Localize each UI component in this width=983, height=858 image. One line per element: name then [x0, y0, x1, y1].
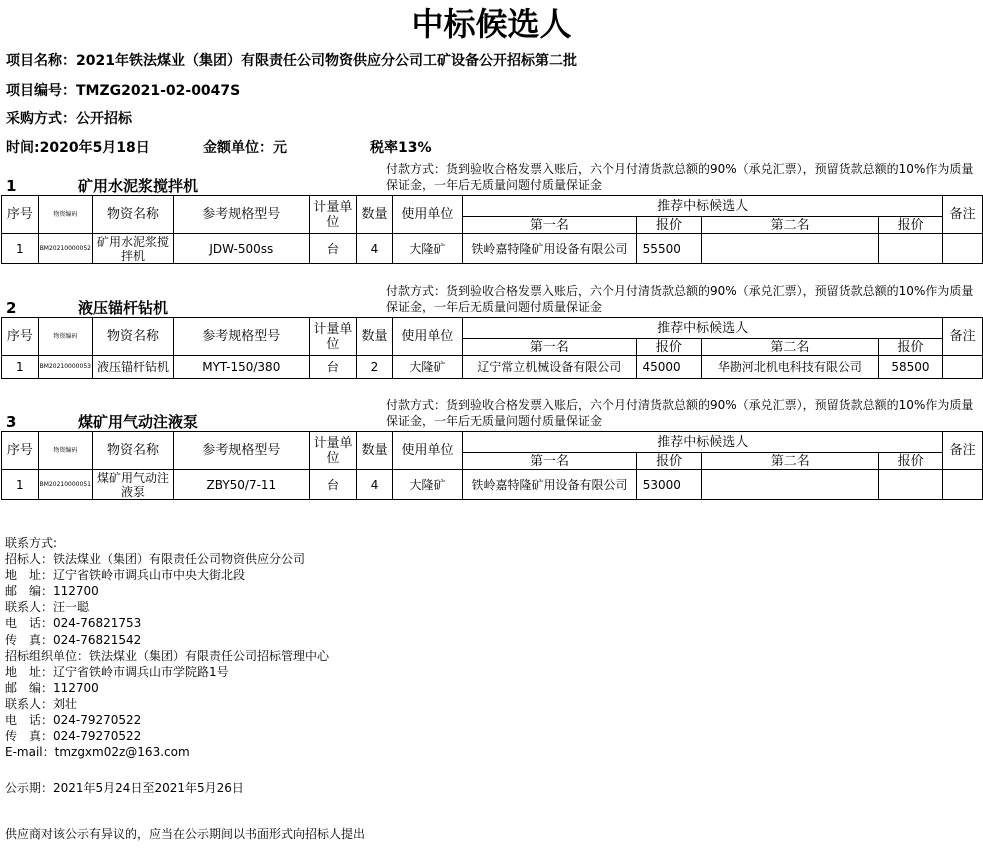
- section-header: [0, 284, 983, 317]
- cell-remark: [943, 356, 983, 379]
- cell-name: 煤矿用气动注液泵: [92, 470, 173, 500]
- header-recommend: 推荐中标候选人: [462, 318, 942, 339]
- cell-first: 辽宁常立机械设备有限公司: [462, 356, 636, 379]
- cell-price1: 53000: [636, 470, 702, 500]
- cell-qty: 2: [357, 356, 393, 379]
- header-spec: 参考规格型号: [173, 318, 309, 356]
- contact-line: 联系方式:: [5, 536, 58, 550]
- amount-unit: 金额单位：元: [203, 140, 287, 156]
- section-name: 矿用水泥浆搅拌机: [78, 177, 199, 195]
- section-header: [0, 162, 983, 195]
- header-first: 第一名: [462, 339, 636, 356]
- header-first: 第一名: [463, 217, 637, 234]
- payment-terms: 付款方式：货到验收合格发票入账后，六个月付清货款总额的90%（承兑汇票），预留货款总额的10%作为质量保证金，一年后无质量问题付质量保证金: [386, 398, 974, 428]
- header-user-unit: 使用单位: [392, 318, 462, 356]
- project-name: 项目名称：2021年铁法煤业（集团）有限责任公司物资供应分公司工矿设备公开招标第二批: [6, 53, 577, 69]
- contact-line: 招标人：铁法煤业（集团）有限责任公司物资供应分公司: [5, 552, 306, 567]
- cell-remark: [943, 470, 983, 500]
- payment-terms: 付款方式：货到验收合格发票入账后，六个月付清货款总额的90%（承兑汇票），预留货款总额的10%作为质量保证金，一年后无质量问题付质量保证金: [386, 162, 974, 192]
- cell-price2: [879, 470, 943, 500]
- contact-line: 联系人：汪一聪: [5, 600, 90, 615]
- cell-unit: 台: [309, 356, 357, 379]
- contact-line: 传 真：024-79270522: [5, 729, 142, 744]
- header-price1: 报价: [636, 217, 702, 234]
- contact-line: 邮 编：112700: [5, 584, 99, 599]
- header-second: 第二名: [702, 339, 878, 356]
- cell-name: 矿用水泥浆搅拌机: [92, 234, 173, 264]
- header-price2: 报价: [879, 217, 943, 234]
- header-remark: 备注: [943, 196, 983, 234]
- contact-line: 电 话：024-79270522: [5, 713, 142, 728]
- cell-remark: [943, 234, 983, 264]
- bid-table: [1, 195, 983, 264]
- page-title: 中标候选人: [411, 5, 572, 43]
- header-material-code: 物资编码: [38, 196, 92, 234]
- cell-user-unit: 大隆矿: [392, 356, 462, 379]
- section-number: 3: [6, 413, 17, 431]
- table-row: [2, 234, 983, 264]
- cell-unit: 台: [309, 470, 357, 500]
- header-material-code: 物资编码: [38, 318, 92, 356]
- header-qty: 数量: [357, 318, 393, 356]
- header-first: 第一名: [463, 453, 637, 470]
- contact-line: 地 址：辽宁省铁岭市调兵山市学院路1号: [5, 664, 229, 679]
- header-second: 第二名: [702, 453, 879, 470]
- header-price2: 报价: [879, 453, 943, 470]
- cell-qty: 4: [357, 234, 393, 264]
- header-remark: 备注: [943, 318, 983, 356]
- cell-price1: 55500: [636, 234, 702, 264]
- cell-unit: 台: [309, 234, 357, 264]
- contact-line: 招标组织单位：铁法煤业（集团）有限责任公司招标管理中心: [5, 648, 330, 663]
- header-unit: 计量单位: [309, 432, 357, 470]
- header-recommend: 推荐中标候选人: [463, 196, 943, 217]
- header-price1: 报价: [636, 453, 702, 470]
- cell-price2: [879, 234, 943, 264]
- table-row: [2, 470, 983, 500]
- header-seq: 序号: [2, 318, 39, 356]
- cell-price1: 45000: [636, 356, 702, 379]
- header-unit: 计量单位: [309, 318, 357, 356]
- cell-user-unit: 大隆矿: [392, 470, 462, 500]
- header-material-code: 物资编码: [38, 432, 92, 470]
- publish-time: 时间:2020年5月18日: [6, 140, 150, 156]
- header-seq: 序号: [2, 432, 39, 470]
- procurement-method: 采购方式：公开招标: [6, 111, 132, 127]
- cell-name: 液压锚杆钻机: [92, 356, 173, 379]
- contact-line: 电 话：024-76821753: [5, 616, 142, 631]
- cell-spec: MYT-150/380: [173, 356, 309, 379]
- contact-email: E-mail：tmzgxm02z@163.com: [5, 745, 190, 760]
- header-second: 第二名: [702, 217, 879, 234]
- contact-line: 邮 编：112700: [5, 680, 99, 695]
- cell-qty: 4: [357, 470, 393, 500]
- cell-code: BM20210000053: [38, 356, 92, 379]
- header-user-unit: 使用单位: [392, 432, 462, 470]
- cell-price2: 58500: [878, 356, 943, 379]
- cell-seq: 1: [2, 470, 39, 500]
- cell-first: 铁岭嘉特隆矿用设备有限公司: [463, 234, 637, 264]
- section-header: [0, 398, 983, 431]
- contact-line: 传 真：024-76821542: [5, 632, 142, 647]
- notice-period: 公示期：2021年5月24日至2021年5月26日: [5, 781, 244, 795]
- header-material-name: 物资名称: [92, 318, 173, 356]
- section-name: 液压锚杆钻机: [78, 299, 169, 317]
- meta-row: [6, 139, 566, 157]
- header-spec: 参考规格型号: [174, 196, 310, 234]
- section-number: 2: [6, 299, 17, 317]
- header-recommend: 推荐中标候选人: [463, 432, 943, 453]
- header-spec: 参考规格型号: [173, 432, 309, 470]
- header-unit: 计量单位: [309, 196, 357, 234]
- header-material-name: 物资名称: [92, 432, 173, 470]
- header-seq: 序号: [2, 196, 39, 234]
- cell-code: BM20210000051: [38, 470, 92, 500]
- contact-line: 地 址：辽宁省铁岭市调兵山市中央大街北段: [5, 568, 246, 583]
- header-price1: 报价: [636, 339, 702, 356]
- header-user-unit: 使用单位: [392, 196, 462, 234]
- cell-spec: ZBY50/7-11: [173, 470, 309, 500]
- bid-table: [1, 317, 983, 379]
- header-qty: 数量: [357, 432, 393, 470]
- objection-note: 供应商对该公示有异议的，应当在公示期间以书面形式向招标人提出: [5, 827, 366, 841]
- cell-seq: 1: [2, 356, 39, 379]
- payment-terms: 付款方式：货到验收合格发票入账后，六个月付清货款总额的90%（承兑汇票），预留货款总额的10%作为质量保证金，一年后无质量问题付质量保证金: [386, 284, 974, 314]
- header-price2: 报价: [878, 339, 943, 356]
- bid-table: [1, 431, 983, 500]
- cell-second: 华勘河北机电科技有限公司: [702, 356, 878, 379]
- table-row: [2, 356, 983, 379]
- project-code: 项目编号：TMZG2021-02-0047S: [6, 83, 241, 99]
- cell-spec: JDW-500ss: [174, 234, 310, 264]
- cell-first: 铁岭嘉特隆矿用设备有限公司: [463, 470, 637, 500]
- contact-line: 联系人：刘壮: [5, 696, 78, 711]
- section-name: 煤矿用气动注液泵: [78, 413, 199, 431]
- header-material-name: 物资名称: [92, 196, 173, 234]
- contact-block: [5, 535, 329, 760]
- header-remark: 备注: [943, 432, 983, 470]
- cell-seq: 1: [2, 234, 39, 264]
- cell-second: [702, 234, 879, 264]
- cell-user-unit: 大隆矿: [392, 234, 462, 264]
- cell-second: [702, 470, 879, 500]
- section-number: 1: [6, 177, 17, 195]
- cell-code: BM20210000052: [38, 234, 92, 264]
- header-qty: 数量: [357, 196, 393, 234]
- tax-rate: 税率13%: [370, 140, 432, 156]
